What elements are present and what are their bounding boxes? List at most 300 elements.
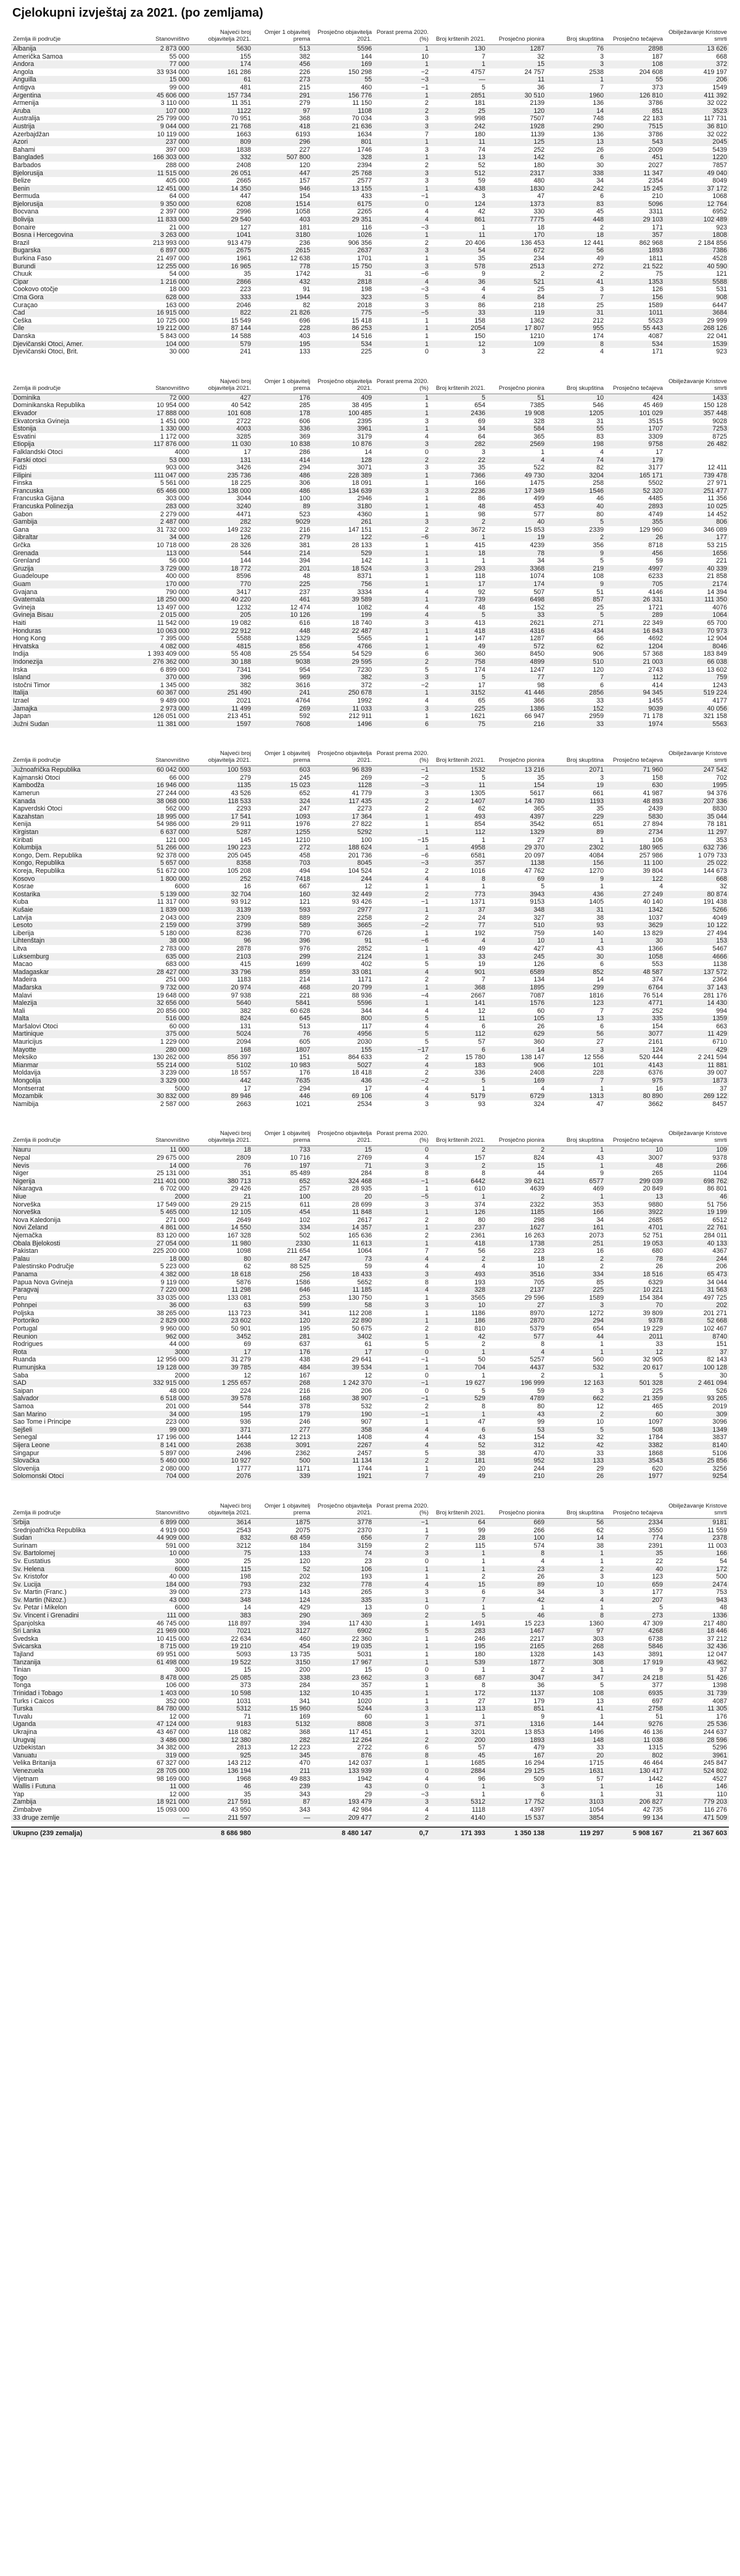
bible-studies-cell: 465 bbox=[606, 1403, 665, 1411]
population-cell: 9 119 000 bbox=[132, 1279, 191, 1287]
population-cell: 2000 bbox=[132, 1193, 191, 1201]
max-publishers-cell: 224 bbox=[191, 1387, 253, 1395]
country-name-cell: Tajland bbox=[11, 1651, 132, 1659]
max-publishers-cell: 544 bbox=[191, 1403, 253, 1411]
column-header-avg-pioneers: Prosječno pionira bbox=[487, 1501, 546, 1519]
country-name-cell: Srbija bbox=[11, 1518, 132, 1526]
max-publishers-cell: 17 bbox=[191, 448, 253, 456]
bible-studies-cell: 55 443 bbox=[606, 324, 665, 332]
memorial-attendance-cell: 52 668 bbox=[665, 1317, 729, 1325]
publisher-ratio-cell: 432 bbox=[253, 278, 312, 286]
country-name-cell: Sijera Leone bbox=[11, 1442, 132, 1450]
country-name-cell: Sv. Kristofor bbox=[11, 1573, 132, 1581]
avg-pioneers-cell: 29 125 bbox=[487, 1767, 546, 1775]
country-name-cell: Slovenija bbox=[11, 1465, 132, 1473]
baptized-cell: 2 bbox=[430, 1162, 487, 1170]
population-cell: 213 993 000 bbox=[132, 239, 191, 247]
table-row bbox=[11, 1023, 729, 1031]
memorial-attendance-cell: 153 bbox=[665, 937, 729, 945]
country-name-cell: Irska bbox=[11, 666, 132, 674]
publisher-ratio-cell: 9038 bbox=[253, 658, 312, 666]
publisher-ratio-cell: 85 489 bbox=[253, 1170, 312, 1178]
increase-percent-cell: 0 bbox=[374, 448, 430, 456]
bible-studies-cell: 70 bbox=[606, 1302, 665, 1310]
bible-studies-cell: 12 bbox=[606, 1348, 665, 1356]
table-row bbox=[11, 1403, 729, 1411]
population-cell: 405 000 bbox=[132, 177, 191, 185]
population-cell: 6 899 000 bbox=[132, 666, 191, 674]
avg-pioneers-cell: 348 bbox=[487, 906, 546, 914]
population-cell: 27 244 000 bbox=[132, 790, 191, 798]
total-avg-publishers: 8 480 147 bbox=[312, 1828, 374, 1839]
memorial-attendance-cell: 172 bbox=[665, 1566, 729, 1574]
population-cell: 69 951 000 bbox=[132, 1651, 191, 1659]
max-publishers-cell: 2094 bbox=[191, 1038, 253, 1046]
congregations-cell: 228 bbox=[546, 1069, 606, 1077]
publisher-ratio-cell: 120 bbox=[253, 1317, 312, 1325]
avg-pioneers-cell: 170 bbox=[487, 231, 546, 239]
publisher-ratio-cell: 184 bbox=[253, 1542, 312, 1550]
table-row bbox=[11, 984, 729, 992]
max-publishers-cell: 18 225 bbox=[191, 479, 253, 487]
bible-studies-cell: 9039 bbox=[606, 705, 665, 713]
avg-publishers-cell: 29 641 bbox=[312, 1356, 374, 1364]
population-cell: 43 467 000 bbox=[132, 1728, 191, 1736]
increase-percent-cell: 4 bbox=[374, 216, 430, 224]
memorial-attendance-cell: 1398 bbox=[665, 1682, 729, 1690]
memorial-attendance-cell: 37 172 bbox=[665, 185, 729, 193]
baptized-cell: 56 bbox=[430, 1247, 487, 1255]
baptized-cell: 27 bbox=[430, 1698, 487, 1706]
max-publishers-cell: 1232 bbox=[191, 604, 253, 612]
publisher-ratio-cell: 338 bbox=[253, 1674, 312, 1682]
publisher-ratio-cell: 1807 bbox=[253, 1046, 312, 1054]
bible-studies-cell: 265 bbox=[606, 1170, 665, 1178]
avg-pioneers-cell: 266 bbox=[487, 1527, 546, 1535]
country-table bbox=[11, 1129, 729, 1480]
bible-studies-cell: 6764 bbox=[606, 984, 665, 992]
max-publishers-cell: 936 bbox=[191, 1418, 253, 1426]
table-row bbox=[11, 1635, 729, 1643]
max-publishers-cell: 16 965 bbox=[191, 263, 253, 271]
congregations-cell: 356 bbox=[546, 542, 606, 550]
baptized-cell: 10 bbox=[430, 1302, 487, 1310]
memorial-attendance-cell: 49 040 bbox=[665, 170, 729, 178]
avg-pioneers-cell: 1 bbox=[487, 1604, 546, 1612]
avg-publishers-cell: 5596 bbox=[312, 45, 374, 53]
increase-percent-cell: 4 bbox=[374, 1426, 430, 1434]
population-cell: 83 120 000 bbox=[132, 1232, 191, 1240]
avg-publishers-cell: 42 984 bbox=[312, 1806, 374, 1814]
population-cell: 111 047 000 bbox=[132, 472, 191, 480]
country-name-cell: Kosrae bbox=[11, 883, 132, 891]
increase-percent-cell: 1 bbox=[374, 154, 430, 162]
publisher-ratio-cell: 216 bbox=[253, 526, 312, 534]
population-cell: 10 415 000 bbox=[132, 1635, 191, 1643]
country-name-cell: Togo bbox=[11, 1674, 132, 1682]
avg-pioneers-cell: 27 bbox=[487, 836, 546, 844]
bible-studies-cell: 2758 bbox=[606, 1705, 665, 1713]
max-publishers-cell: 133 081 bbox=[191, 1294, 253, 1302]
max-publishers-cell: 2866 bbox=[191, 278, 253, 286]
max-publishers-cell: 144 bbox=[191, 557, 253, 565]
avg-publishers-cell: 147 151 bbox=[312, 526, 374, 534]
bible-studies-cell: 3309 bbox=[606, 433, 665, 441]
publisher-ratio-cell: 1329 bbox=[253, 635, 312, 643]
bible-studies-cell: 6376 bbox=[606, 1069, 665, 1077]
country-name-cell: Etiopija bbox=[11, 440, 132, 448]
avg-pioneers-cell: 26 bbox=[487, 1023, 546, 1031]
avg-publishers-cell: 18 091 bbox=[312, 479, 374, 487]
table-row bbox=[11, 425, 729, 433]
avg-pioneers-cell: 1928 bbox=[487, 123, 546, 131]
publisher-ratio-cell: 10 716 bbox=[253, 1154, 312, 1162]
table-row bbox=[11, 828, 729, 836]
population-cell: 5 465 000 bbox=[132, 1208, 191, 1216]
table-row bbox=[11, 1379, 729, 1387]
increase-percent-cell: 1 bbox=[374, 495, 430, 503]
memorial-attendance-cell: 2045 bbox=[665, 138, 729, 146]
memorial-attendance-cell: 43 962 bbox=[665, 1659, 729, 1667]
max-publishers-cell: 18 772 bbox=[191, 565, 253, 573]
increase-percent-cell: 7 bbox=[374, 1534, 430, 1542]
publisher-ratio-cell: 652 bbox=[253, 1178, 312, 1186]
increase-percent-cell: 5 bbox=[374, 960, 430, 968]
congregations-cell: 3 bbox=[546, 1588, 606, 1596]
avg-publishers-cell: 58 bbox=[312, 1302, 374, 1310]
population-cell: 19 212 000 bbox=[132, 324, 191, 332]
bible-studies-cell: 26 bbox=[606, 534, 665, 542]
baptized-cell: 52 bbox=[430, 162, 487, 170]
increase-percent-cell: −4 bbox=[374, 992, 430, 1000]
table-row bbox=[11, 588, 729, 597]
max-publishers-cell: 11 298 bbox=[191, 1286, 253, 1294]
country-name-cell: SAD bbox=[11, 1379, 132, 1387]
country-name-cell: Albanija bbox=[11, 45, 132, 53]
max-publishers-cell: 39 785 bbox=[191, 1364, 253, 1372]
country-name-cell: Kosovo bbox=[11, 875, 132, 883]
baptized-cell: 64 bbox=[430, 433, 487, 441]
memorial-attendance-cell: 1656 bbox=[665, 550, 729, 558]
baptized-cell: 998 bbox=[430, 115, 487, 123]
country-name-cell: Luksemburg bbox=[11, 953, 132, 961]
congregations-cell: 651 bbox=[546, 820, 606, 828]
country-name-cell: Guam bbox=[11, 580, 132, 588]
table-row bbox=[11, 239, 729, 247]
congregations-cell: 6 bbox=[546, 682, 606, 690]
max-publishers-cell: 22 912 bbox=[191, 627, 253, 635]
avg-pioneers-cell: 19 908 bbox=[487, 410, 546, 418]
publisher-ratio-cell: 286 bbox=[253, 448, 312, 456]
congregations-cell: 852 bbox=[546, 968, 606, 976]
max-publishers-cell: 1183 bbox=[191, 976, 253, 984]
table-row bbox=[11, 813, 729, 821]
table-row bbox=[11, 348, 729, 356]
congregations-cell: 66 bbox=[546, 635, 606, 643]
max-publishers-cell: 5102 bbox=[191, 1062, 253, 1070]
baptized-cell: 1685 bbox=[430, 1759, 487, 1767]
increase-percent-cell: 1 bbox=[374, 1310, 430, 1318]
avg-publishers-cell: 907 bbox=[312, 1418, 374, 1426]
publisher-ratio-cell: 143 bbox=[253, 1588, 312, 1596]
avg-pioneers-cell: 109 bbox=[487, 341, 546, 349]
baptized-cell: 4 bbox=[430, 294, 487, 302]
congregations-cell: 13 bbox=[546, 1015, 606, 1023]
increase-percent-cell: 2 bbox=[374, 914, 430, 922]
country-name-cell: Kongo, Republika bbox=[11, 859, 132, 867]
table-row bbox=[11, 557, 729, 565]
country-name-cell: Benin bbox=[11, 185, 132, 193]
table-row bbox=[11, 1038, 729, 1046]
max-publishers-cell: 76 bbox=[191, 1162, 253, 1170]
avg-publishers-cell: 3180 bbox=[312, 503, 374, 511]
congregations-cell: 225 bbox=[546, 1286, 606, 1294]
table-row bbox=[11, 650, 729, 658]
memorial-attendance-cell: 21 858 bbox=[665, 572, 729, 580]
increase-percent-cell: 5 bbox=[374, 294, 430, 302]
avg-publishers-cell: 864 633 bbox=[312, 1054, 374, 1062]
country-name-cell: Tinian bbox=[11, 1666, 132, 1674]
max-publishers-cell: 252 bbox=[191, 875, 253, 883]
memorial-attendance-cell: 668 bbox=[665, 53, 729, 61]
avg-pioneers-cell: 8 bbox=[487, 1340, 546, 1348]
population-cell: 66 000 bbox=[132, 774, 191, 782]
max-publishers-cell: 1098 bbox=[191, 1247, 253, 1255]
congregations-cell: 14 bbox=[546, 976, 606, 984]
table-row bbox=[11, 1450, 729, 1458]
increase-percent-cell: 4 bbox=[374, 1442, 430, 1450]
avg-pioneers-cell: 3368 bbox=[487, 565, 546, 573]
table-header-row bbox=[11, 1129, 729, 1146]
population-cell: 36 000 bbox=[132, 1302, 191, 1310]
max-publishers-cell: 2663 bbox=[191, 1100, 253, 1108]
publisher-ratio-cell: 429 bbox=[253, 1604, 312, 1612]
country-name-cell: Nova Kaledonija bbox=[11, 1216, 132, 1224]
baptized-cell: 11 bbox=[430, 1015, 487, 1023]
max-publishers-cell: 195 bbox=[191, 1411, 253, 1419]
congregations-cell: 62 bbox=[546, 1527, 606, 1535]
avg-publishers-cell: 91 bbox=[312, 937, 374, 945]
publisher-ratio-cell: 5841 bbox=[253, 999, 312, 1007]
country-name-cell: Finska bbox=[11, 479, 132, 487]
avg-pioneers-cell: 18 bbox=[487, 224, 546, 232]
avg-publishers-cell: 265 bbox=[312, 1588, 374, 1596]
table-row bbox=[11, 115, 729, 123]
congregations-cell: 57 bbox=[546, 1775, 606, 1783]
publisher-ratio-cell: 470 bbox=[253, 1759, 312, 1767]
max-publishers-cell: 168 bbox=[191, 1046, 253, 1054]
table-row bbox=[11, 1263, 729, 1271]
bible-studies-cell: 355 bbox=[606, 518, 665, 526]
memorial-attendance-cell: 1539 bbox=[665, 341, 729, 349]
bible-studies-cell: 71 178 bbox=[606, 712, 665, 720]
bible-studies-cell: 4087 bbox=[606, 332, 665, 341]
congregations-cell: 906 bbox=[546, 650, 606, 658]
bible-studies-cell: 2893 bbox=[606, 503, 665, 511]
population-cell: 107 000 bbox=[132, 107, 191, 115]
country-name-cell: Bjelorusija bbox=[11, 200, 132, 208]
publisher-ratio-cell: 1875 bbox=[253, 1518, 312, 1526]
increase-percent-cell: 1 bbox=[374, 1713, 430, 1721]
increase-percent-cell: 2 bbox=[374, 456, 430, 464]
country-name-cell: Belize bbox=[11, 177, 132, 185]
memorial-attendance-cell: 27 494 bbox=[665, 930, 729, 938]
table-row bbox=[11, 1705, 729, 1713]
publisher-ratio-cell: 1742 bbox=[253, 270, 312, 278]
increase-percent-cell: 1 bbox=[374, 572, 430, 580]
baptized-cell: 1016 bbox=[430, 867, 487, 875]
max-publishers-cell: 22 634 bbox=[191, 1635, 253, 1643]
population-cell: 1 839 000 bbox=[132, 906, 191, 914]
country-name-cell: Gvajana bbox=[11, 588, 132, 597]
country-name-cell: Angola bbox=[11, 68, 132, 76]
memorial-attendance-cell: 54 bbox=[665, 1558, 729, 1566]
max-publishers-cell: 251 490 bbox=[191, 689, 253, 697]
increase-percent-cell: −15 bbox=[374, 836, 430, 844]
country-name-cell: Chuuk bbox=[11, 270, 132, 278]
publisher-ratio-cell: 1171 bbox=[253, 1465, 312, 1473]
baptized-cell: 704 bbox=[430, 1364, 487, 1372]
memorial-attendance-cell: 2 461 094 bbox=[665, 1379, 729, 1387]
table-row bbox=[11, 495, 729, 503]
increase-percent-cell: 1 bbox=[374, 953, 430, 961]
publisher-ratio-cell: 215 bbox=[253, 84, 312, 92]
population-cell: 3000 bbox=[132, 1666, 191, 1674]
avg-pioneers-cell: 245 bbox=[487, 953, 546, 961]
max-publishers-cell: 2675 bbox=[191, 247, 253, 255]
publisher-ratio-cell: 403 bbox=[253, 216, 312, 224]
country-name-cell: Danska bbox=[11, 332, 132, 341]
population-cell: 17 196 000 bbox=[132, 1434, 191, 1442]
population-cell: 2 783 000 bbox=[132, 945, 191, 953]
table-row bbox=[11, 790, 729, 798]
avg-pioneers-cell: 51 bbox=[487, 394, 546, 402]
bible-studies-cell: 48 893 bbox=[606, 798, 665, 806]
avg-pioneers-cell: 15 537 bbox=[487, 1814, 546, 1822]
avg-pioneers-cell: 154 bbox=[487, 1434, 546, 1442]
avg-pioneers-cell: 470 bbox=[487, 1450, 546, 1458]
avg-publishers-cell: 96 839 bbox=[312, 766, 374, 774]
avg-publishers-cell: 335 bbox=[312, 1596, 374, 1604]
population-cell: 352 000 bbox=[132, 1698, 191, 1706]
baptized-cell: 854 bbox=[430, 820, 487, 828]
table-row bbox=[11, 60, 729, 68]
avg-publishers-cell: 284 bbox=[312, 1170, 374, 1178]
congregations-cell: 2959 bbox=[546, 712, 606, 720]
bible-studies-cell: 16 843 bbox=[606, 627, 665, 635]
max-publishers-cell: 136 194 bbox=[191, 1767, 253, 1775]
max-publishers-cell: 100 593 bbox=[191, 766, 253, 774]
country-name-cell: Njemačka bbox=[11, 1232, 132, 1240]
memorial-attendance-cell: 12 764 bbox=[665, 200, 729, 208]
increase-percent-cell: −1 bbox=[374, 1379, 430, 1387]
avg-pioneers-cell: 3516 bbox=[487, 1271, 546, 1279]
population-cell: 12 956 000 bbox=[132, 1356, 191, 1364]
max-publishers-cell: 2638 bbox=[191, 1442, 253, 1450]
column-header-publisher-ratio: Omjer 1 objavitelj prema bbox=[253, 1501, 312, 1519]
population-cell: 51 672 000 bbox=[132, 867, 191, 875]
population-cell: — bbox=[132, 1814, 191, 1822]
population-cell: 31 732 000 bbox=[132, 526, 191, 534]
congregations-cell: 32 bbox=[546, 1434, 606, 1442]
country-name-cell: Madagaskar bbox=[11, 968, 132, 976]
avg-pioneers-cell: 13 216 bbox=[487, 766, 546, 774]
increase-percent-cell: 4 bbox=[374, 1255, 430, 1263]
publisher-ratio-cell: 216 bbox=[253, 1387, 312, 1395]
bible-studies-cell: 40 bbox=[606, 1566, 665, 1574]
congregations-cell: 6 bbox=[546, 154, 606, 162]
baptized-cell: 42 bbox=[430, 208, 487, 216]
baptized-cell: 6 bbox=[430, 1046, 487, 1054]
avg-pioneers-cell: 4 bbox=[487, 1085, 546, 1093]
memorial-attendance-cell: 4666 bbox=[665, 953, 729, 961]
bible-studies-cell: 1811 bbox=[606, 255, 665, 263]
publisher-ratio-cell: 246 bbox=[253, 1418, 312, 1426]
avg-pioneers-cell: 2 bbox=[487, 1666, 546, 1674]
increase-percent-cell: 4 bbox=[374, 1775, 430, 1783]
congregations-cell: 31 bbox=[546, 418, 606, 426]
congregations-cell: 41 bbox=[546, 1705, 606, 1713]
country-name-cell: Bahami bbox=[11, 146, 132, 154]
increase-percent-cell: 3 bbox=[374, 674, 430, 682]
max-publishers-cell: 131 bbox=[191, 1023, 253, 1031]
memorial-attendance-cell: 8830 bbox=[665, 805, 729, 813]
congregations-cell: 80 bbox=[546, 511, 606, 519]
avg-publishers-cell: 3402 bbox=[312, 1333, 374, 1341]
increase-percent-cell: 4 bbox=[374, 1286, 430, 1294]
congregations-cell: 955 bbox=[546, 324, 606, 332]
max-publishers-cell: 1031 bbox=[191, 1698, 253, 1706]
country-name-cell: Norveška bbox=[11, 1201, 132, 1209]
avg-publishers-cell: 61 bbox=[312, 1340, 374, 1348]
column-header-increase-percent: Porast prema 2020. (%) bbox=[374, 1129, 430, 1146]
country-name-cell: Bocvana bbox=[11, 208, 132, 216]
increase-percent-cell: −3 bbox=[374, 782, 430, 790]
memorial-attendance-cell: 1243 bbox=[665, 682, 729, 690]
max-publishers-cell: 11 030 bbox=[191, 440, 253, 448]
total-table bbox=[11, 1828, 729, 1839]
bible-studies-cell: 21 522 bbox=[606, 263, 665, 271]
max-publishers-cell: 2543 bbox=[191, 1527, 253, 1535]
population-cell: 5 561 000 bbox=[132, 479, 191, 487]
avg-pioneers-cell: 2137 bbox=[487, 1286, 546, 1294]
bible-studies-cell: 24 218 bbox=[606, 1674, 665, 1682]
table-row bbox=[11, 1154, 729, 1162]
memorial-attendance-cell: 9181 bbox=[665, 1518, 729, 1526]
avg-pioneers-cell: 669 bbox=[487, 1518, 546, 1526]
population-cell: 3 239 000 bbox=[132, 1069, 191, 1077]
increase-percent-cell: 3 bbox=[374, 247, 430, 255]
avg-pioneers-cell: 1576 bbox=[487, 999, 546, 1007]
population-cell: 2000 bbox=[132, 1372, 191, 1380]
baptized-cell: 1 bbox=[430, 1791, 487, 1799]
increase-percent-cell: −3 bbox=[374, 224, 430, 232]
max-publishers-cell: 93 912 bbox=[191, 898, 253, 906]
memorial-attendance-cell: 40 133 bbox=[665, 1240, 729, 1248]
bible-studies-cell: 27 894 bbox=[606, 820, 665, 828]
population-cell: 400 000 bbox=[132, 572, 191, 580]
baptized-cell: 418 bbox=[430, 1240, 487, 1248]
baptized-cell: 112 bbox=[430, 1030, 487, 1038]
max-publishers-cell: 332 bbox=[191, 154, 253, 162]
country-name-cell: Honduras bbox=[11, 627, 132, 635]
population-cell: 44 909 000 bbox=[132, 1534, 191, 1542]
avg-publishers-cell: 344 bbox=[312, 1007, 374, 1015]
table-row bbox=[11, 1728, 729, 1736]
memorial-attendance-cell: 18 446 bbox=[665, 1627, 729, 1635]
congregations-cell: 12 163 bbox=[546, 1379, 606, 1387]
column-header-max-publishers: Najveći broj objavitelja 2021. bbox=[191, 28, 253, 45]
